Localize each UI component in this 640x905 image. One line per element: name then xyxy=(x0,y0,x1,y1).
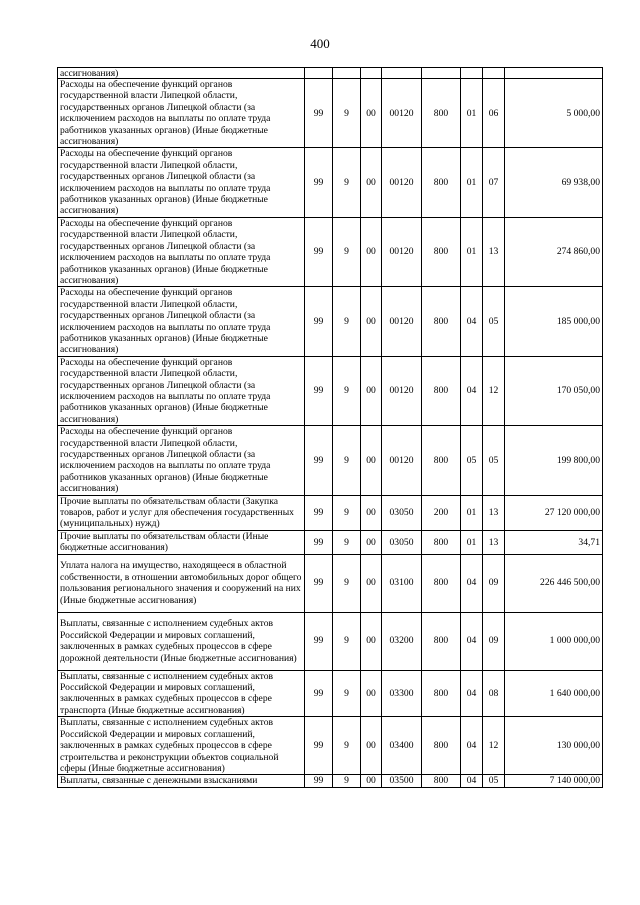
expense-type-cell: 800 xyxy=(422,148,461,217)
subprogram-code-cell: 9 xyxy=(333,554,361,612)
description-cell: Выплаты, связанные с исполнением судебных актов Российской Федерации и мировых соглашений, заключенных в рамках судебных процессов в сфере дорожной деятельности (Иные бюджетные ассигнования) xyxy=(58,612,305,670)
subsection-cell: 12 xyxy=(483,717,505,775)
program-code-cell: 99 xyxy=(305,426,333,495)
program-code-cell: 99 xyxy=(305,530,333,554)
description-cell: Выплаты, связанные с исполнением судебных актов Российской Федерации и мировых соглашений, заключенных в рамках судебных процессов в сфере транспорта (Иные бюджетные ассигнования) xyxy=(58,670,305,717)
table-row xyxy=(58,775,603,787)
table-row xyxy=(58,426,603,495)
event-code-cell: 00 xyxy=(361,530,382,554)
subprogram-code-cell: 9 xyxy=(333,79,361,148)
description-cell: Расходы на обеспечение функций органов государственной власти Липецкой области, государственных органов Липецкой области (за исключением расходов на выплаты по оплате труда работников указанных органов) (Иные бюджетные ассигнования) xyxy=(58,287,305,356)
direction-code-cell: 00120 xyxy=(382,79,422,148)
amount-cell: 27 120 000,00 xyxy=(505,495,603,530)
subprogram-code-cell: 9 xyxy=(333,530,361,554)
table-row xyxy=(58,554,603,612)
section-cell: 01 xyxy=(461,148,483,217)
expense-type-cell: 800 xyxy=(422,217,461,286)
subprogram-code-cell: 9 xyxy=(333,612,361,670)
amount-cell: 34,71 xyxy=(505,530,603,554)
amount-cell: 5 000,00 xyxy=(505,79,603,148)
amount-cell: 1 640 000,00 xyxy=(505,670,603,717)
section-cell: 04 xyxy=(461,775,483,787)
description-cell: ассигнования) xyxy=(58,68,305,79)
section-cell: 01 xyxy=(461,217,483,286)
direction-code-cell: 03500 xyxy=(382,775,422,787)
direction-code-cell: 03400 xyxy=(382,717,422,775)
table-row xyxy=(58,612,603,670)
table-row xyxy=(58,530,603,554)
expense-type-cell: 800 xyxy=(422,670,461,717)
program-code-cell: 99 xyxy=(305,148,333,217)
expense-type-cell xyxy=(422,68,461,79)
direction-code-cell: 03300 xyxy=(382,670,422,717)
subprogram-code-cell: 9 xyxy=(333,717,361,775)
direction-code-cell: 00120 xyxy=(382,356,422,425)
section-cell: 01 xyxy=(461,495,483,530)
direction-code-cell: 03100 xyxy=(382,554,422,612)
expense-type-cell: 800 xyxy=(422,612,461,670)
program-code-cell: 99 xyxy=(305,775,333,787)
section-cell: 04 xyxy=(461,554,483,612)
description-cell: Расходы на обеспечение функций органов государственной власти Липецкой области, государственных органов Липецкой области (за исключением расходов на выплаты по оплате труда работников указанных органов) (Иные бюджетные ассигнования) xyxy=(58,426,305,495)
description-cell: Выплаты, связанные с исполнением судебных актов Российской Федерации и мировых соглашений, заключенных в рамках судебных процессов в сфере строительства и реконструкции объектов социальной сферы (Иные бюджетные ассигнования) xyxy=(58,717,305,775)
section-cell: 01 xyxy=(461,530,483,554)
subsection-cell: 08 xyxy=(483,670,505,717)
direction-code-cell: 00120 xyxy=(382,426,422,495)
subsection-cell: 09 xyxy=(483,612,505,670)
event-code-cell: 00 xyxy=(361,217,382,286)
event-code-cell xyxy=(361,68,382,79)
program-code-cell: 99 xyxy=(305,670,333,717)
amount-cell: 170 050,00 xyxy=(505,356,603,425)
description-cell: Прочие выплаты по обязательствам области (Закупка товаров, работ и услуг для обеспечения государственных (муниципальных) нужд) xyxy=(58,495,305,530)
description-cell: Расходы на обеспечение функций органов государственной власти Липецкой области, государственных органов Липецкой области (за исключением расходов на выплаты по оплате труда работников указанных органов) (Иные бюджетные ассигнования) xyxy=(58,148,305,217)
table-row xyxy=(58,287,603,356)
event-code-cell: 00 xyxy=(361,612,382,670)
direction-code-cell: 00120 xyxy=(382,148,422,217)
expense-type-cell: 800 xyxy=(422,287,461,356)
event-code-cell: 00 xyxy=(361,554,382,612)
table-row xyxy=(58,717,603,775)
subprogram-code-cell: 9 xyxy=(333,670,361,717)
subprogram-code-cell: 9 xyxy=(333,775,361,787)
amount-cell: 130 000,00 xyxy=(505,717,603,775)
amount-cell: 199 800,00 xyxy=(505,426,603,495)
expense-type-cell: 800 xyxy=(422,79,461,148)
amount-cell: 274 860,00 xyxy=(505,217,603,286)
subprogram-code-cell: 9 xyxy=(333,495,361,530)
subsection-cell: 07 xyxy=(483,148,505,217)
subsection-cell: 09 xyxy=(483,554,505,612)
description-cell: Расходы на обеспечение функций органов государственной власти Липецкой области, государственных органов Липецкой области (за исключением расходов на выплаты по оплате труда работников указанных органов) (Иные бюджетные ассигнования) xyxy=(58,217,305,286)
table-row xyxy=(58,79,603,148)
direction-code-cell: 03050 xyxy=(382,530,422,554)
expense-type-cell: 800 xyxy=(422,426,461,495)
event-code-cell: 00 xyxy=(361,287,382,356)
table-row xyxy=(58,68,603,79)
event-code-cell: 00 xyxy=(361,495,382,530)
table-row xyxy=(58,356,603,425)
subsection-cell: 13 xyxy=(483,217,505,286)
subprogram-code-cell: 9 xyxy=(333,356,361,425)
description-cell: Выплаты, связанные с денежными взысканиями xyxy=(58,775,305,787)
subprogram-code-cell: 9 xyxy=(333,426,361,495)
description-cell: Расходы на обеспечение функций органов государственной власти Липецкой области, государственных органов Липецкой области (за исключением расходов на выплаты по оплате труда работников указанных органов) (Иные бюджетные ассигнования) xyxy=(58,356,305,425)
program-code-cell: 99 xyxy=(305,717,333,775)
section-cell: 05 xyxy=(461,426,483,495)
direction-code-cell: 03200 xyxy=(382,612,422,670)
expense-type-cell: 800 xyxy=(422,554,461,612)
event-code-cell: 00 xyxy=(361,79,382,148)
program-code-cell xyxy=(305,68,333,79)
amount-cell: 226 446 500,00 xyxy=(505,554,603,612)
program-code-cell: 99 xyxy=(305,287,333,356)
subsection-cell: 05 xyxy=(483,287,505,356)
subprogram-code-cell xyxy=(333,68,361,79)
table-row xyxy=(58,217,603,286)
subsection-cell: 06 xyxy=(483,79,505,148)
table-row xyxy=(58,670,603,717)
page-number: 400 xyxy=(310,36,330,51)
event-code-cell: 00 xyxy=(361,356,382,425)
program-code-cell: 99 xyxy=(305,495,333,530)
program-code-cell: 99 xyxy=(305,356,333,425)
expense-type-cell: 800 xyxy=(422,530,461,554)
expense-type-cell: 200 xyxy=(422,495,461,530)
direction-code-cell: 00120 xyxy=(382,217,422,286)
section-cell: 04 xyxy=(461,717,483,775)
amount-cell: 1 000 000,00 xyxy=(505,612,603,670)
section-cell: 04 xyxy=(461,356,483,425)
expense-type-cell: 800 xyxy=(422,717,461,775)
subsection-cell: 12 xyxy=(483,356,505,425)
amount-cell: 7 140 000,00 xyxy=(505,775,603,787)
program-code-cell: 99 xyxy=(305,554,333,612)
section-cell: 04 xyxy=(461,612,483,670)
event-code-cell: 00 xyxy=(361,426,382,495)
event-code-cell: 00 xyxy=(361,775,382,787)
event-code-cell: 00 xyxy=(361,148,382,217)
section-cell: 04 xyxy=(461,670,483,717)
event-code-cell: 00 xyxy=(361,670,382,717)
direction-code-cell xyxy=(382,68,422,79)
table-row xyxy=(58,148,603,217)
direction-code-cell: 00120 xyxy=(382,287,422,356)
table-row xyxy=(58,495,603,530)
program-code-cell: 99 xyxy=(305,217,333,286)
amount-cell xyxy=(505,68,603,79)
subsection-cell: 05 xyxy=(483,775,505,787)
description-cell: Прочие выплаты по обязательствам области (Иные бюджетные ассигнования) xyxy=(58,530,305,554)
section-cell xyxy=(461,68,483,79)
description-cell: Уплата налога на имущество, находящееся в областной собственности, в отношении автомобильных дорог общего пользования регионального значения и сооружений на них (Иные бюджетные ассигнования) xyxy=(58,554,305,612)
amount-cell: 69 938,00 xyxy=(505,148,603,217)
section-cell: 01 xyxy=(461,79,483,148)
budget-table xyxy=(57,67,603,788)
amount-cell: 185 000,00 xyxy=(505,287,603,356)
direction-code-cell: 03050 xyxy=(382,495,422,530)
expense-type-cell: 800 xyxy=(422,356,461,425)
subsection-cell xyxy=(483,68,505,79)
subprogram-code-cell: 9 xyxy=(333,287,361,356)
subprogram-code-cell: 9 xyxy=(333,148,361,217)
expense-type-cell: 800 xyxy=(422,775,461,787)
section-cell: 04 xyxy=(461,287,483,356)
program-code-cell: 99 xyxy=(305,79,333,148)
subprogram-code-cell: 9 xyxy=(333,217,361,286)
subsection-cell: 13 xyxy=(483,495,505,530)
subsection-cell: 05 xyxy=(483,426,505,495)
program-code-cell: 99 xyxy=(305,612,333,670)
description-cell: Расходы на обеспечение функций органов государственной власти Липецкой области, государственных органов Липецкой области (за исключением расходов на выплаты по оплате труда работников указанных органов) (Иные бюджетные ассигнования) xyxy=(58,79,305,148)
event-code-cell: 00 xyxy=(361,717,382,775)
subsection-cell: 13 xyxy=(483,530,505,554)
